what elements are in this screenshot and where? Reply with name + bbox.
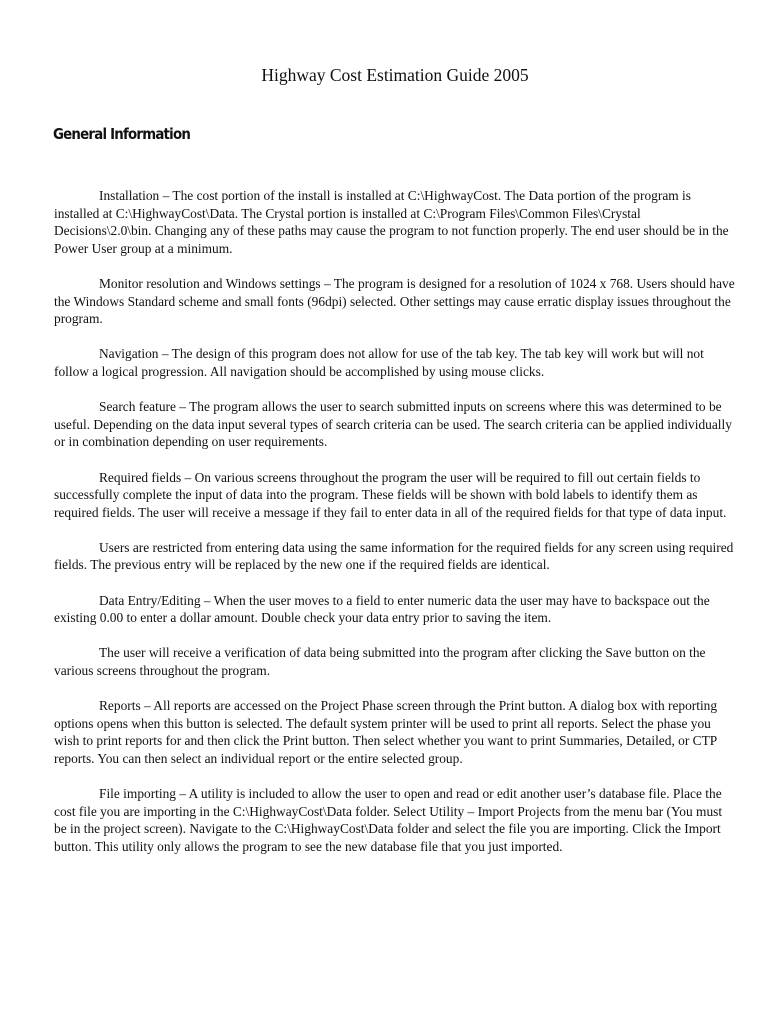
section-heading: General Information [53,125,191,143]
paragraph-text: – On various screens throughout the program the user will be required to fill out certain fields to successfully complete the input of data into the program. These fields will be shown with bold labels to identify them as required fields. The user will receive a message if they fail to enter data in all of the required fields for that type of data input. [54,469,727,520]
paragraph-text: – The design of this program does not allow for use of the tab key. The tab key will work but will not follow a logical progression. All navigation should be accomplished by using mouse clicks. [54,346,704,379]
paragraph-text: – The cost portion of the install is installed at C:\HighwayCost. The Data portion of the program is installed at C:\HighwayCost\Data. The Crystal portion is installed at C:\Program Files\Common Files\Crystal Decisions\2.0\bin. Changing any of these paths may cause the program to not function properly. The end user should be in the Power User group at a minimum. [54,188,729,256]
paragraph-text: The user will receive a verification of data being submitted into the program after clicking the Save button on the various screens throughout the program. [54,645,706,679]
paragraph-search-feature [54,398,738,451]
paragraph-reports [54,697,738,767]
paragraph-file-importing [54,785,738,855]
paragraph-text: – When the user moves to a field to enter numeric data the user may have to backspace out the existing 0.00 to enter a dollar amount. Double check your data entry prior to saving the item. [54,592,710,626]
paragraph-navigation [54,345,738,380]
paragraph-lead: Search feature [99,399,176,415]
paragraph-required-fields-restriction [54,539,738,574]
paragraph-text: Users are restricted from entering data using the same information for the required fields for any screen using required fields. The previous entry will be replaced by the new one if the required fields are identical. [54,539,734,573]
paragraph-required-fields [54,469,738,522]
paragraph-text: – All reports are accessed on the Project Phase screen through the Print button. A dialog box with reporting options opens when this button is selected. The default system printer will be used to print all reports. Select the phase you wish to print reports for and then click the Print button. Then select whether you want to print Summaries, Detailed, or CTP reports. You can then select an individual report or the entire selected group. [54,698,718,766]
paragraph-lead: Reports [99,698,141,714]
paragraph-lead: Navigation [99,346,159,362]
paragraph-data-entry-editing [54,592,738,627]
paragraph-lead: Data Entry/Editing [99,592,201,608]
paragraph-lead: Monitor resolution and Windows settings [99,275,321,291]
paragraph-text: – A utility is included to allow the user to open and read or edit another user’s database file. Place the cost file you are importing in the C:\HighwayCost\Data folder. Select Utility – Import Projects from the menu bar (You must be in the project screen). Navigate to the C:\HighwayCost\Data folder and select the file you are importing. Click the Import button. This utility only allows the program to see the new database file that you just imported. [54,786,723,854]
paragraph-installation [54,187,738,257]
paragraph-lead: Required fields [99,469,182,485]
document-body [54,187,738,873]
paragraph-lead: File importing [99,786,176,802]
paragraph-monitor-resolution [54,275,738,328]
paragraph-text: – The program allows the user to search submitted inputs on screens where this was determined to be useful. Depending on the data input several types of search criteria can be used. The search criteria can be applied individually or in combination depending on user requirements. [54,399,732,450]
paragraph-verification [54,644,738,679]
paragraph-text: – The program is designed for a resolution of 1024 x 768. Users should have the Windows Standard scheme and small fonts (96dpi) selected. Other settings may cause erratic display issues throughout the program. [54,275,735,327]
document-title: Highway Cost Estimation Guide 2005 [261,65,529,85]
paragraph-lead: Installation [99,188,160,203]
